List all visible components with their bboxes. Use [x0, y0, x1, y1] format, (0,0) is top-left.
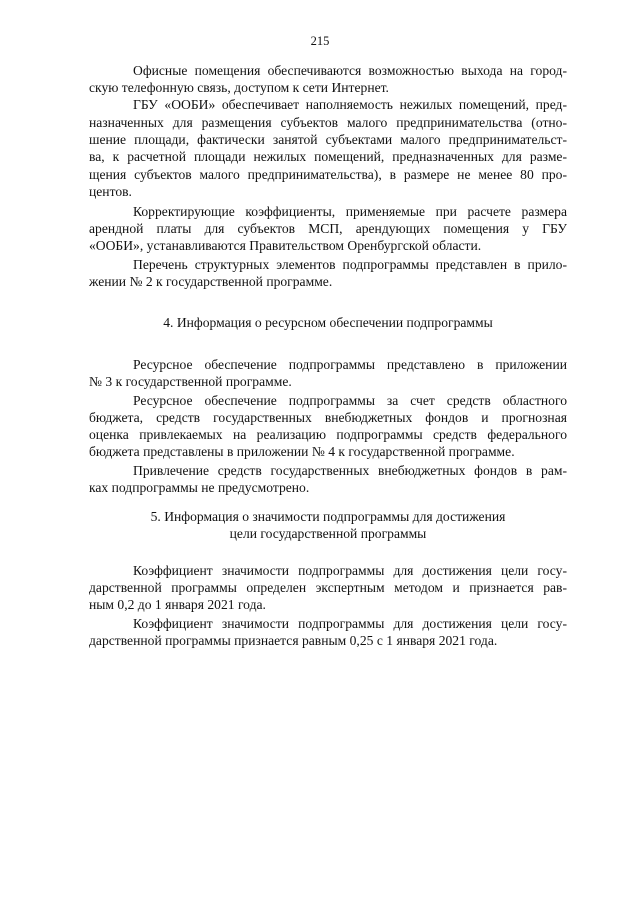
text-line: Ресурсное обеспечение подпрограммы представлено в приложении — [133, 357, 567, 372]
text-line: арендной платы для субъектов МСП, арендующих помещения у ГБУ — [89, 221, 567, 236]
text-line: оценка привлекаемых на реализацию подпрограммы средств федерального — [89, 427, 567, 442]
text-line: ГБУ «ООБИ» обеспечивает наполняемость нежилых помещений, пред- — [133, 97, 567, 112]
text-line: бюджета, средств государственных внебюджетных фондов и прогнозная — [89, 410, 567, 425]
section-heading-line-2: цели государственной программы — [229, 526, 427, 541]
text-line: жении № 2 к государственной программе. — [89, 274, 333, 289]
text-line: назначенных для размещения субъектов малого предпринимательства (отно- — [89, 115, 567, 130]
text-line: ках подпрограммы не предусмотрено. — [89, 480, 310, 495]
text-line: Офисные помещения обеспечиваются возможностью выхода на город- — [133, 63, 567, 78]
text-line: Коэффициент значимости подпрограммы для достижения цели госу- — [133, 616, 567, 631]
text-line: дарственной программы определен экспертным методом и признается рав- — [89, 580, 567, 595]
text-line: бюджета представлены в приложении № 4 к государственной программе. — [89, 444, 515, 459]
text-line: Коэффициент значимости подпрограммы для достижения цели госу- — [133, 563, 567, 578]
text-line: Перечень структурных элементов подпрограммы представлен в прило- — [133, 257, 567, 272]
text-line: Ресурсное обеспечение подпрограммы за счет средств областного — [133, 393, 567, 408]
text-line: ным 0,2 до 1 января 2021 года. — [89, 597, 266, 612]
page-number: 215 — [310, 34, 330, 48]
text-line: Корректирующие коэффициенты, применяемые при расчете размера — [133, 204, 567, 219]
text-line: скую телефонную связь, доступом к сети Интернет. — [89, 80, 389, 95]
section-heading: 4. Информация о ресурсном обеспечении подпрограммы — [163, 315, 493, 330]
section-heading: 5. Информация о значимости подпрограммы для достижения — [150, 509, 506, 524]
text-line: «ООБИ», устанавливаются Правительством Оренбургской области. — [89, 238, 482, 253]
text-line: центов. — [89, 184, 132, 199]
text-line: № 3 к государственной программе. — [89, 374, 292, 389]
text-line: щения субъектов малого предпринимательства), в размере не менее 80 про- — [89, 167, 567, 182]
text-line: ва, к расчетной площади нежилых помещений, предназначенных для разме- — [89, 149, 567, 164]
text-line: шение площади, фактически занятой субъектами малого предпринимательст- — [89, 132, 567, 147]
text-line: дарственной программы признается равным 0,25 с 1 января 2021 года. — [89, 633, 498, 648]
text-line: Привлечение средств государственных внебюджетных фондов в рам- — [133, 463, 567, 478]
